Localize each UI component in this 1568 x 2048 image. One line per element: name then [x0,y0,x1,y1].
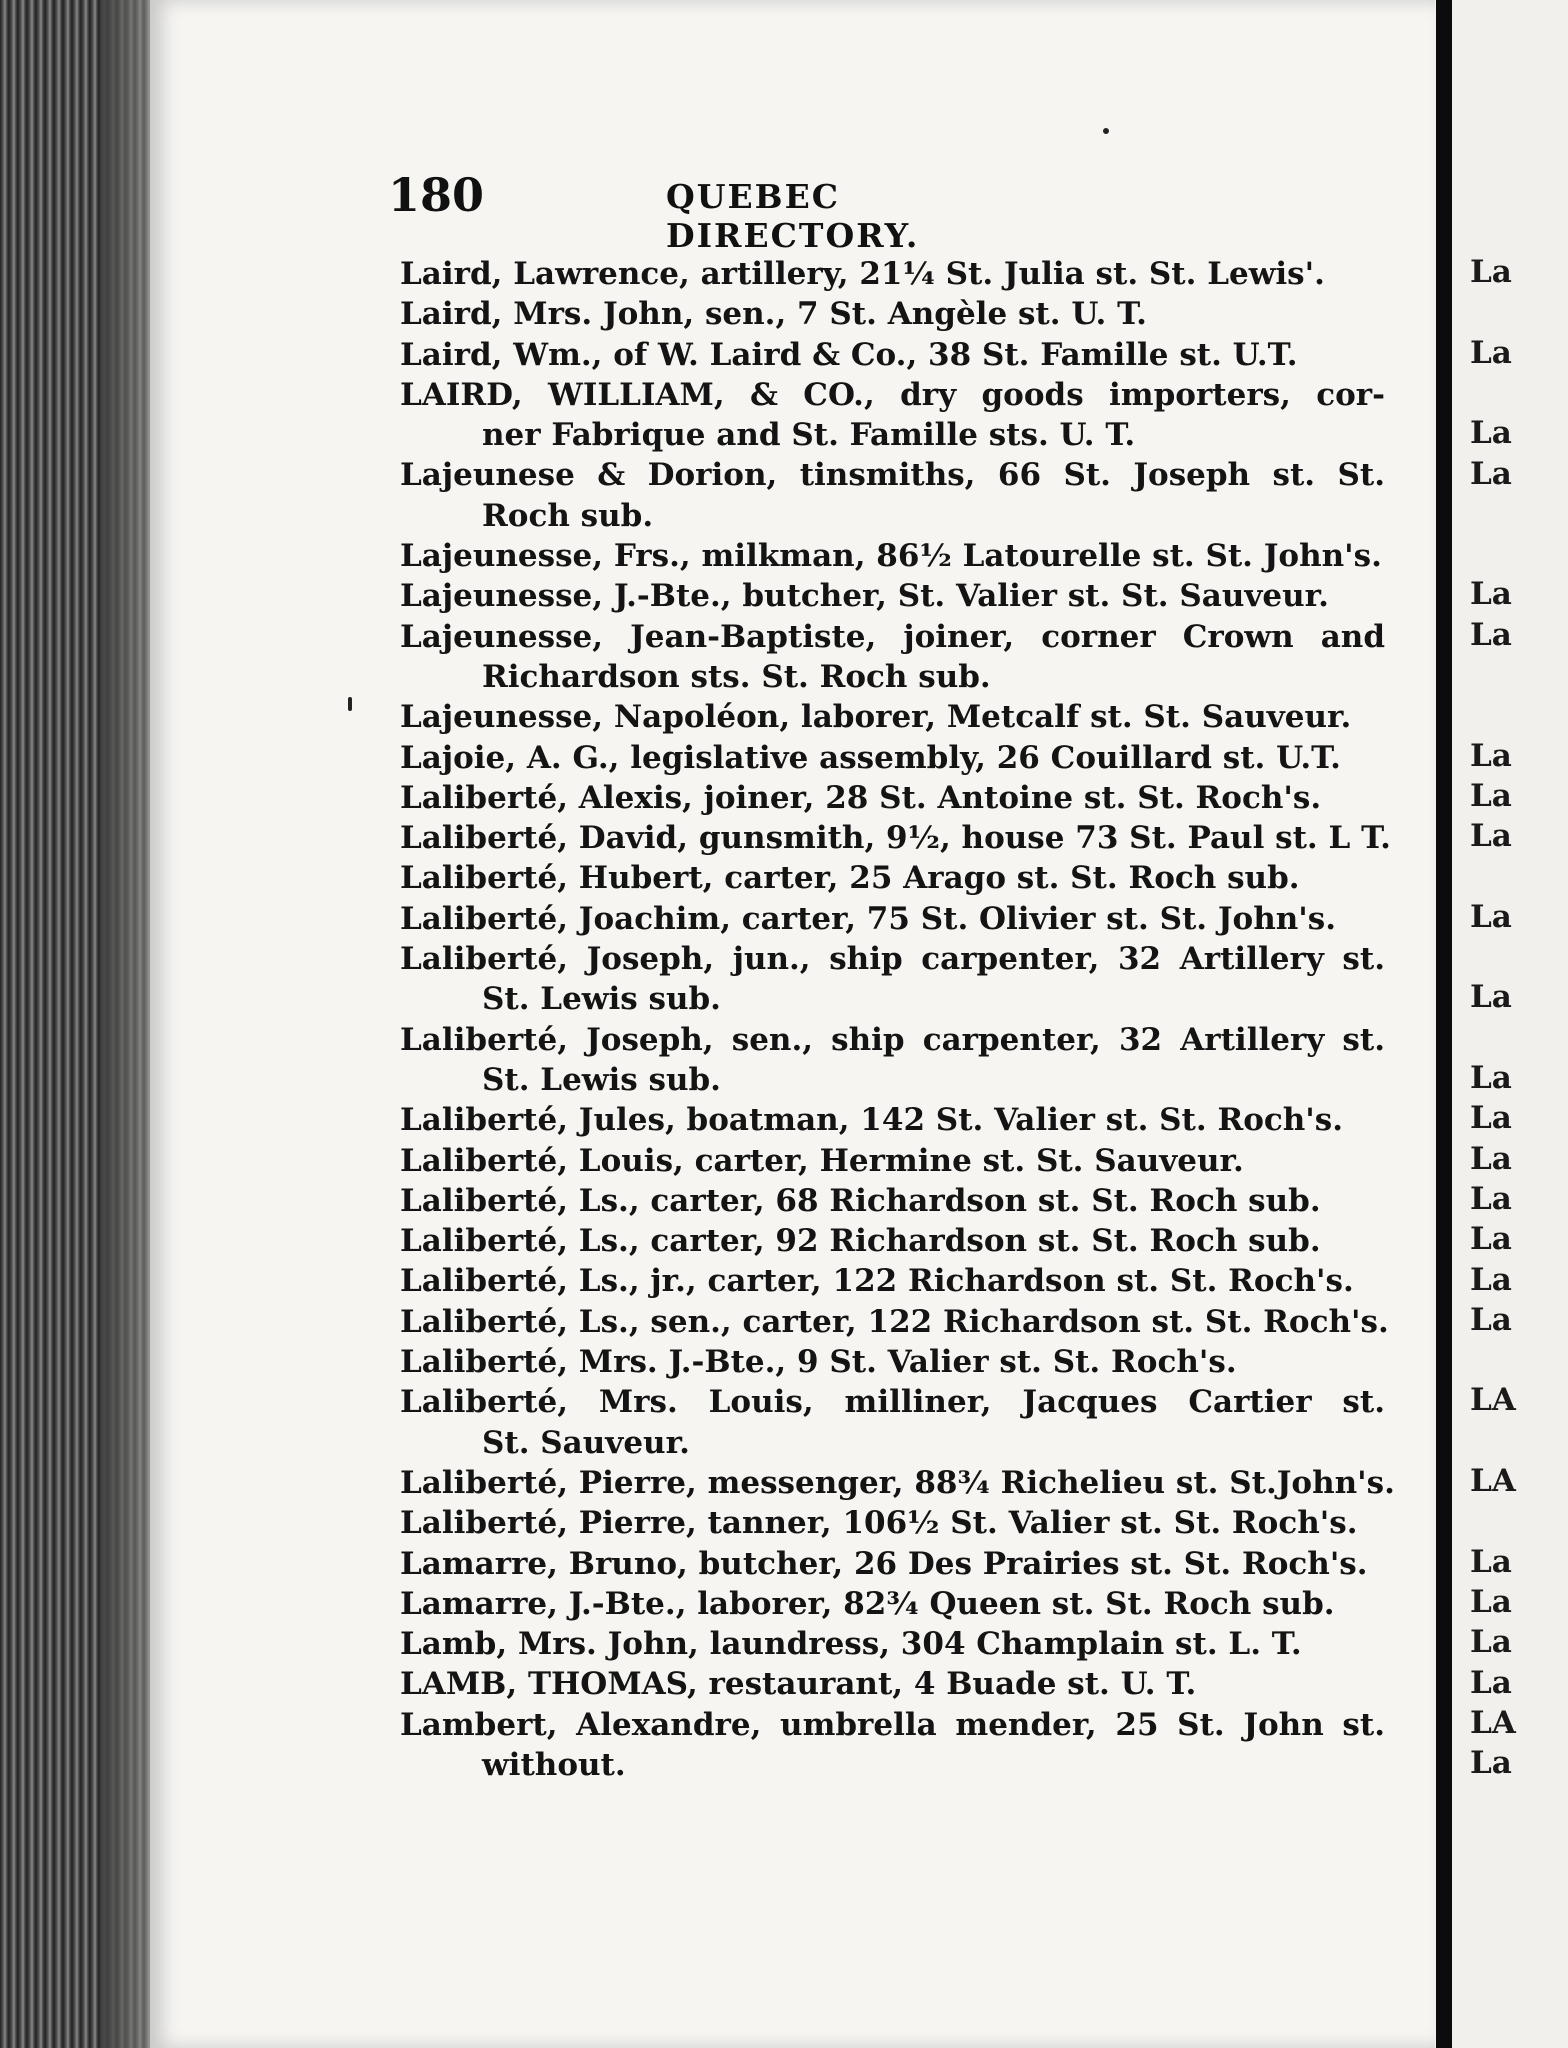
facing-page-text: La [1470,334,1512,371]
entry-line: Lajeunese & Dorion, tinsmiths, 66 St. Joseph st. St. [400,457,1385,494]
facing-page-text: La [1470,254,1512,290]
facing-page-text: La [1470,898,1512,935]
entry-continuation-line: St. Lewis sub. [482,981,721,1018]
facing-page-text: La [1470,1543,1512,1580]
directory-entry [400,858,1385,898]
entry-line: Lamarre, J.-Bte., laborer, 82¾ Queen st. St. Roch sub. [400,1585,1335,1622]
entry-line: Laliberté, Mrs. J.-Bte., 9 St. Valier st. St. Roch's. [400,1344,1237,1381]
facing-page-text: La [1470,1301,1512,1338]
entry-line: Lamb, Mrs. John, laundress, 304 Champlain st. L. T. [400,1626,1302,1663]
directory-entry [400,1261,1385,1301]
entry-line: Laird, Wm., of W. Laird & Co., 38 St. Famille st. U.T. [400,336,1298,373]
facing-page-text: La [1470,576,1512,613]
entry-line: Laliberté, Joseph, sen., ship carpenter, 32 Artillery st. [400,1021,1385,1058]
entry-continuation-line: without. [482,1746,626,1783]
directory-entry [400,697,1385,737]
running-head: QUEBEC DIRECTORY. [666,177,920,255]
page-number: 180 [388,168,485,222]
directory-entry [400,1141,1385,1181]
facing-page-text: La [1470,455,1512,492]
directory-entry [400,818,1391,858]
directory-entry [400,455,1385,536]
directory-entry [400,1664,1385,1704]
print-speck [1103,128,1109,134]
facing-page-text: La [1470,1221,1512,1258]
facing-page-text: LA [1470,1463,1516,1499]
directory-entries [400,254,1395,1785]
entry-line: Lajeunesse, Frs., milkman, 86½ Latourelle st. St. John's. [400,538,1382,575]
directory-entry [400,1342,1385,1382]
entry-line: Laliberté, Joachim, carter, 75 St. Olivier st. St. John's. [400,900,1337,937]
directory-entry [400,617,1385,698]
entry-line: Laliberté, Ls., carter, 92 Richardson st. St. Roch sub. [400,1223,1321,1260]
directory-entry [400,1221,1385,1261]
entry-line: Lajeunesse, Napoléon, laborer, Metcalf st. St. Sauveur. [400,699,1352,736]
facing-page-text: La [1470,979,1512,1016]
print-speck [348,697,352,711]
directory-entry [400,1382,1385,1463]
directory-entry [400,254,1385,294]
entry-line: Laliberté, David, gunsmith, 9½, house 73 St. Paul st. L T. [400,820,1391,857]
directory-entry [400,294,1385,334]
facing-page-text: La [1470,1745,1512,1782]
directory-entry [400,1544,1385,1584]
page-header [388,168,1088,255]
directory-entry [400,1181,1385,1221]
facing-page-text: LA [1470,1382,1516,1419]
facing-page-text: La [1470,1664,1512,1701]
directory-entry [400,738,1385,778]
entry-continuation-line: St. Sauveur. [482,1424,690,1461]
entry-continuation-line: ner Fabrique and St. Famille sts. U. T. [482,417,1136,454]
facing-page-fragment [1452,0,1568,2048]
entry-line: Laliberté, Ls., sen., carter, 122 Richardson st. St. Roch's. [400,1303,1389,1340]
facing-page-text: La [1470,1140,1512,1177]
directory-entry [400,939,1385,1020]
entry-line: Laliberté, Louis, carter, Hermine st. St. Sauveur. [400,1142,1244,1179]
entry-continuation-line: St. Lewis sub. [482,1061,721,1098]
entry-line: Lamarre, Bruno, butcher, 26 Des Prairies st. St. Roch's. [400,1545,1368,1582]
directory-entry [400,1020,1385,1101]
directory-entry [400,1302,1389,1342]
directory-entry [400,335,1385,375]
entry-line: Laird, Lawrence, artillery, 21¼ St. Julia st. St. Lewis'. [400,256,1325,292]
entry-line: Laliberté, Mrs. Louis, milliner, Jacques Cartier st. [400,1384,1385,1421]
entry-line: Laliberté, Ls., jr., carter, 122 Richardson st. St. Roch's. [400,1263,1354,1300]
facing-page-text: La [1470,818,1512,855]
entry-continuation-line: Richardson sts. St. Roch sub. [482,658,991,695]
facing-page-text: La [1470,1180,1512,1217]
directory-entry [400,576,1385,616]
facing-page-text: La [1470,737,1512,774]
entry-line: LAMB, THOMAS, restaurant, 4 Buade st. U. T. [400,1666,1197,1703]
facing-page-text: La [1470,1261,1512,1298]
entry-line: Lajoie, A. G., legislative assembly, 26 Couillard st. U.T. [400,739,1341,776]
entry-line: Laliberté, Pierre, tanner, 106½ St. Valier st. St. Roch's. [400,1505,1358,1542]
entry-line: Laliberté, Alexis, joiner, 28 St. Antoine st. St. Roch's. [400,779,1322,816]
facing-page-text: La [1470,1624,1512,1661]
entry-line: LAIRD, WILLIAM, & CO., dry goods importers, cor- [400,376,1385,413]
entry-continuation-line: Roch sub. [482,497,654,534]
directory-entry [400,778,1385,818]
directory-entry [400,1503,1385,1543]
facing-page-text: La [1470,1583,1512,1620]
book-gutter [1436,0,1452,2048]
entry-line: Laird, Mrs. John, sen., 7 St. Angèle st. U. T. [400,296,1147,333]
entry-line: Lajeunesse, Jean-Baptiste, joiner, corner Crown and [400,618,1385,655]
directory-entry [400,1100,1385,1140]
entry-line: Laliberté, Pierre, messenger, 88¾ Richelieu st. St.John's. [400,1464,1395,1501]
entry-line: Lajeunesse, J.-Bte., butcher, St. Valier st. St. Sauveur. [400,578,1329,615]
facing-page-text: La [1470,1100,1512,1137]
directory-entry [400,899,1385,939]
facing-page-text: La [1470,415,1512,452]
entry-line: Laliberté, Hubert, carter, 25 Arago st. St. Roch sub. [400,860,1300,897]
directory-entry [400,1624,1385,1664]
facing-page-text: La [1470,616,1512,653]
directory-entry [400,1463,1395,1503]
facing-page-text: La [1470,1060,1512,1096]
facing-page-text: LA [1470,1704,1516,1741]
entry-line: Laliberté, Joseph, jun., ship carpenter, 32 Artillery st. [400,941,1385,978]
entry-line: Lambert, Alexandre, umbrella mender, 25 St. John st. [400,1706,1385,1743]
directory-entry [400,1584,1385,1624]
entry-line: Laliberté, Jules, boatman, 142 St. Valier st. St. Roch's. [400,1102,1344,1139]
directory-entry [400,1705,1385,1786]
directory-entry [400,375,1385,456]
directory-entry [400,536,1385,576]
entry-line: Laliberté, Ls., carter, 68 Richardson st. St. Roch sub. [400,1182,1321,1219]
facing-page-text: La [1470,777,1512,814]
